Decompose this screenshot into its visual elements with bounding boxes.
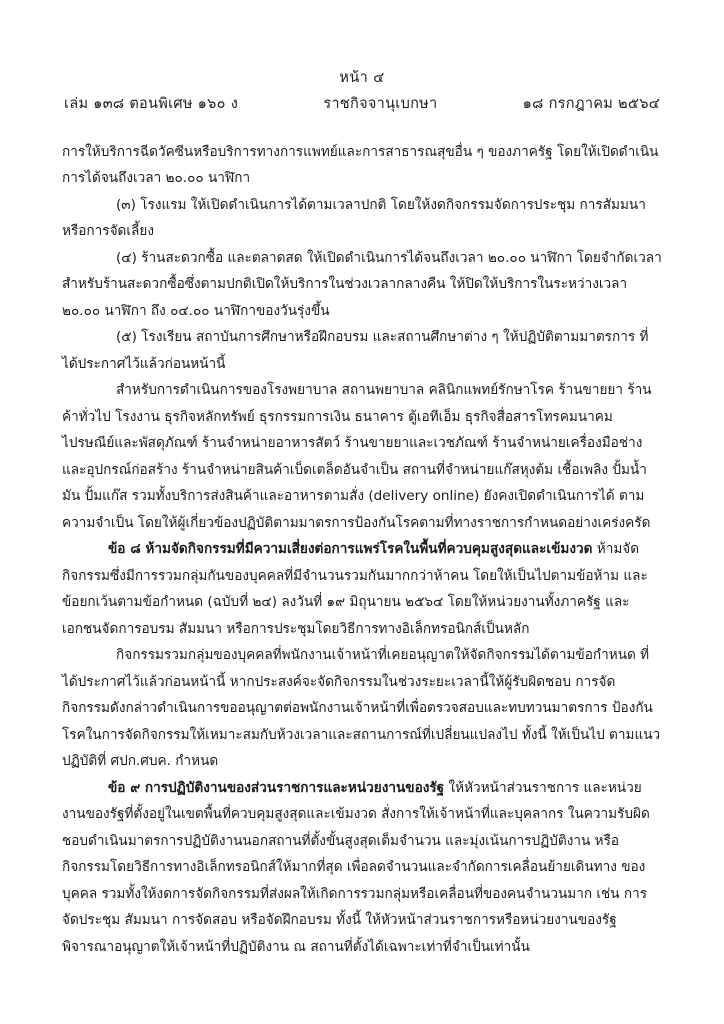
section-8-heading: ข้อ ๘ ห้ามจัดกิจกรรมที่มีความเสี่ยงต่อการแพร่โรคในพื้นที่ควบคุมสูงสุดและเข้มงวด: [108, 541, 593, 558]
gazette-title: ราชกิจจานุเบกษา: [323, 95, 438, 112]
section-9: [62, 775, 662, 961]
volume-label: เล่ม ๑๓๘ ตอนพิเศษ ๑๖๐ ง: [64, 95, 239, 112]
section-8: [62, 536, 662, 642]
section-8-text: ห้ามจัดกิจกรรมซึ่งมีการรวมกลุ่มกันของบุคคลที่มีจำนวนรวมกันมากกว่าห้าคน โดยให้เป็นไปตามข้อห้าม และข้อยกเว้นตามข้อกำหนด (ฉบับที่ ๒๔) ลงวันที่ ๑๙ มิถุนายน ๒๕๖๔ โดยให้หน่วยงานทั้งภาครัฐ และเอกชนจัดการอบรม สัมมนา หรือการประชุมโดยวิธีการทางอิเล็กทรอนิกส์เป็นหลัก: [62, 541, 648, 637]
paragraph-continuation: การให้บริการฉีดวัคซีนหรือบริการทางการแพทย์และการสาธารณสุขอื่น ๆ ของภาครัฐ โดยให้เปิดดำเนินการได้จนถึงเวลา ๒๐.๐๐ นาฬิกา: [62, 143, 659, 187]
paragraph-section-8-body: กิจกรรมรวมกลุ่มของบุคคลที่พนักงานเจ้าหน้าที่เคยอนุญาตให้จัดกิจกรรมได้ตามข้อกำหนด ที่ได้ประกาศไว้แล้วก่อนหน้านี้ หากประสงค์จะจัดกิจกรรมในช่วงระยะเวลานี้ให้ผู้รับผิดชอบ การจัดกิจกรรมดังกล่าวดำเนินการขออนุญาตต่อพนักงานเจ้าหน้าที่เพื่อตรวจสอบและทบทวนมาตรการ ป้องกันโรคในการจัดกิจกรรมให้เหมาะสมกับห้วงเวลาและสถานการณ์ที่เปลี่ยนแปลงไป ทั้งนี้ ให้เป็นไป ตามแนวปฏิบัติที่ ศปก.ศบค. กำหนด: [62, 647, 661, 770]
paragraph-item-4: (๔) ร้านสะดวกซื้อ และตลาดสด ให้เปิดดำเนินการได้จนถึงเวลา ๒๐.๐๐ นาฬิกา โดยจำกัดเวลา สำหรับร้านสะดวกซื้อซึ่งตามปกติเปิดให้บริการในช่วงเวลากลางคืน ให้ปิดให้บริการในระหว่างเวลา ๒๐.๐๐ นาฬิกา ถึง ๐๔.๐๐ นาฬิกาของวันรุ่งขึ้น: [62, 249, 662, 319]
document-body: [62, 139, 662, 961]
paragraph-hospital-list: สำหรับการดำเนินการของโรงพยาบาล สถานพยาบาล คลินิกแพทย์รักษาโรค ร้านขายยา ร้านค้าทั่วไป โรงงาน ธุรกิจหลักทรัพย์ ธุรกรรมการเงิน ธนาคาร ตู้เอทีเอ็ม ธุรกิจสื่อสารโทรคมนาคม ไปรษณีย์และพัสดุภัณฑ์ ร้านจำหน่ายอาหารสัตว์ ร้านขายยาและเวชภัณฑ์ ร้านจำหน่ายเครื่องมือช่าง และอุปกรณ์ก่อสร้าง ร้านจำหน่ายสินค้าเบ็ดเตล็ดอันจำเป็น สถานที่จำหน่ายแก๊สหุงต้ม เชื้อเพลิง ปั้มน้ำมัน ปั้มแก๊ส รวมทั้งบริการส่งสินค้าและอาหารตามสั่ง (delivery online) ยังคงเปิดดำเนินการได้ ตามความจำเป็น โดยให้ผู้เกี่ยวข้องปฏิบัติตามมาตรการป้องกันโรคตามที่ทางราชการกำหนดอย่างเคร่งครัด: [62, 382, 652, 531]
paragraph-item-3: (๓) โรงแรม ให้เปิดดำเนินการได้ตามเวลาปกติ โดยให้งดกิจกรรมจัดการประชุม การสัมมนา หรือการจัดเลี้ยง: [62, 196, 646, 240]
section-9-heading: ข้อ ๙ การปฏิบัติงานของส่วนราชการและหน่วยงานของรัฐ: [108, 779, 445, 796]
paragraph-item-5: (๕) โรงเรียน สถาบันการศึกษาหรือฝึกอบรม และสถานศึกษาต่าง ๆ ให้ปฏิบัติตามมาตรการ ที่ได้ประกาศไว้แล้วก่อนหน้านี้: [62, 329, 649, 372]
publication-date: ๑๘ กรกฎาคม ๒๕๖๔: [522, 95, 660, 112]
page-number-label: หน้า ๔: [339, 70, 385, 86]
page-header: [62, 68, 662, 115]
header-row: [62, 92, 662, 115]
section-9-text: ให้หัวหน้าส่วนราชการ และหน่วยงานของรัฐที่ตั้งอยู่ในเขตพื้นที่ควบคุมสูงสุดและเข้มงวด สั่งการให้เจ้าหน้าที่และบุคลากร ในความรับผิดชอบดำเนินมาตรการปฏิบัติงานนอกสถานที่ตั้งขั้นสูงสุดเต็มจำนวน และมุ่งเน้นการปฏิบัติงาน หรือกิจกรรมโดยวิธีการทางอิเล็กทรอนิกส์ให้มากที่สุด เพื่อลดจำนวนและจำกัดการเคลื่อนย้ายเดินทาง ของบุคคล รวมทั้งให้งดการจัดกิจกรรมที่ส่งผลให้เกิดการรวมกลุ่มหรือเคลื่อนที่ของคนจำนวนมาก เช่น การจัดประชุม สัมมนา การจัดสอบ หรือจัดฝึกอบรม ทั้งนี้ ให้หัวหน้าส่วนราชการหรือหน่วยงานของรัฐ พิจารณาอนุญาตให้เจ้าหน้าที่ปฏิบัติงาน ณ สถานที่ตั้งได้เฉพาะเท่าที่จำเป็นเท่านั้น: [62, 779, 650, 955]
